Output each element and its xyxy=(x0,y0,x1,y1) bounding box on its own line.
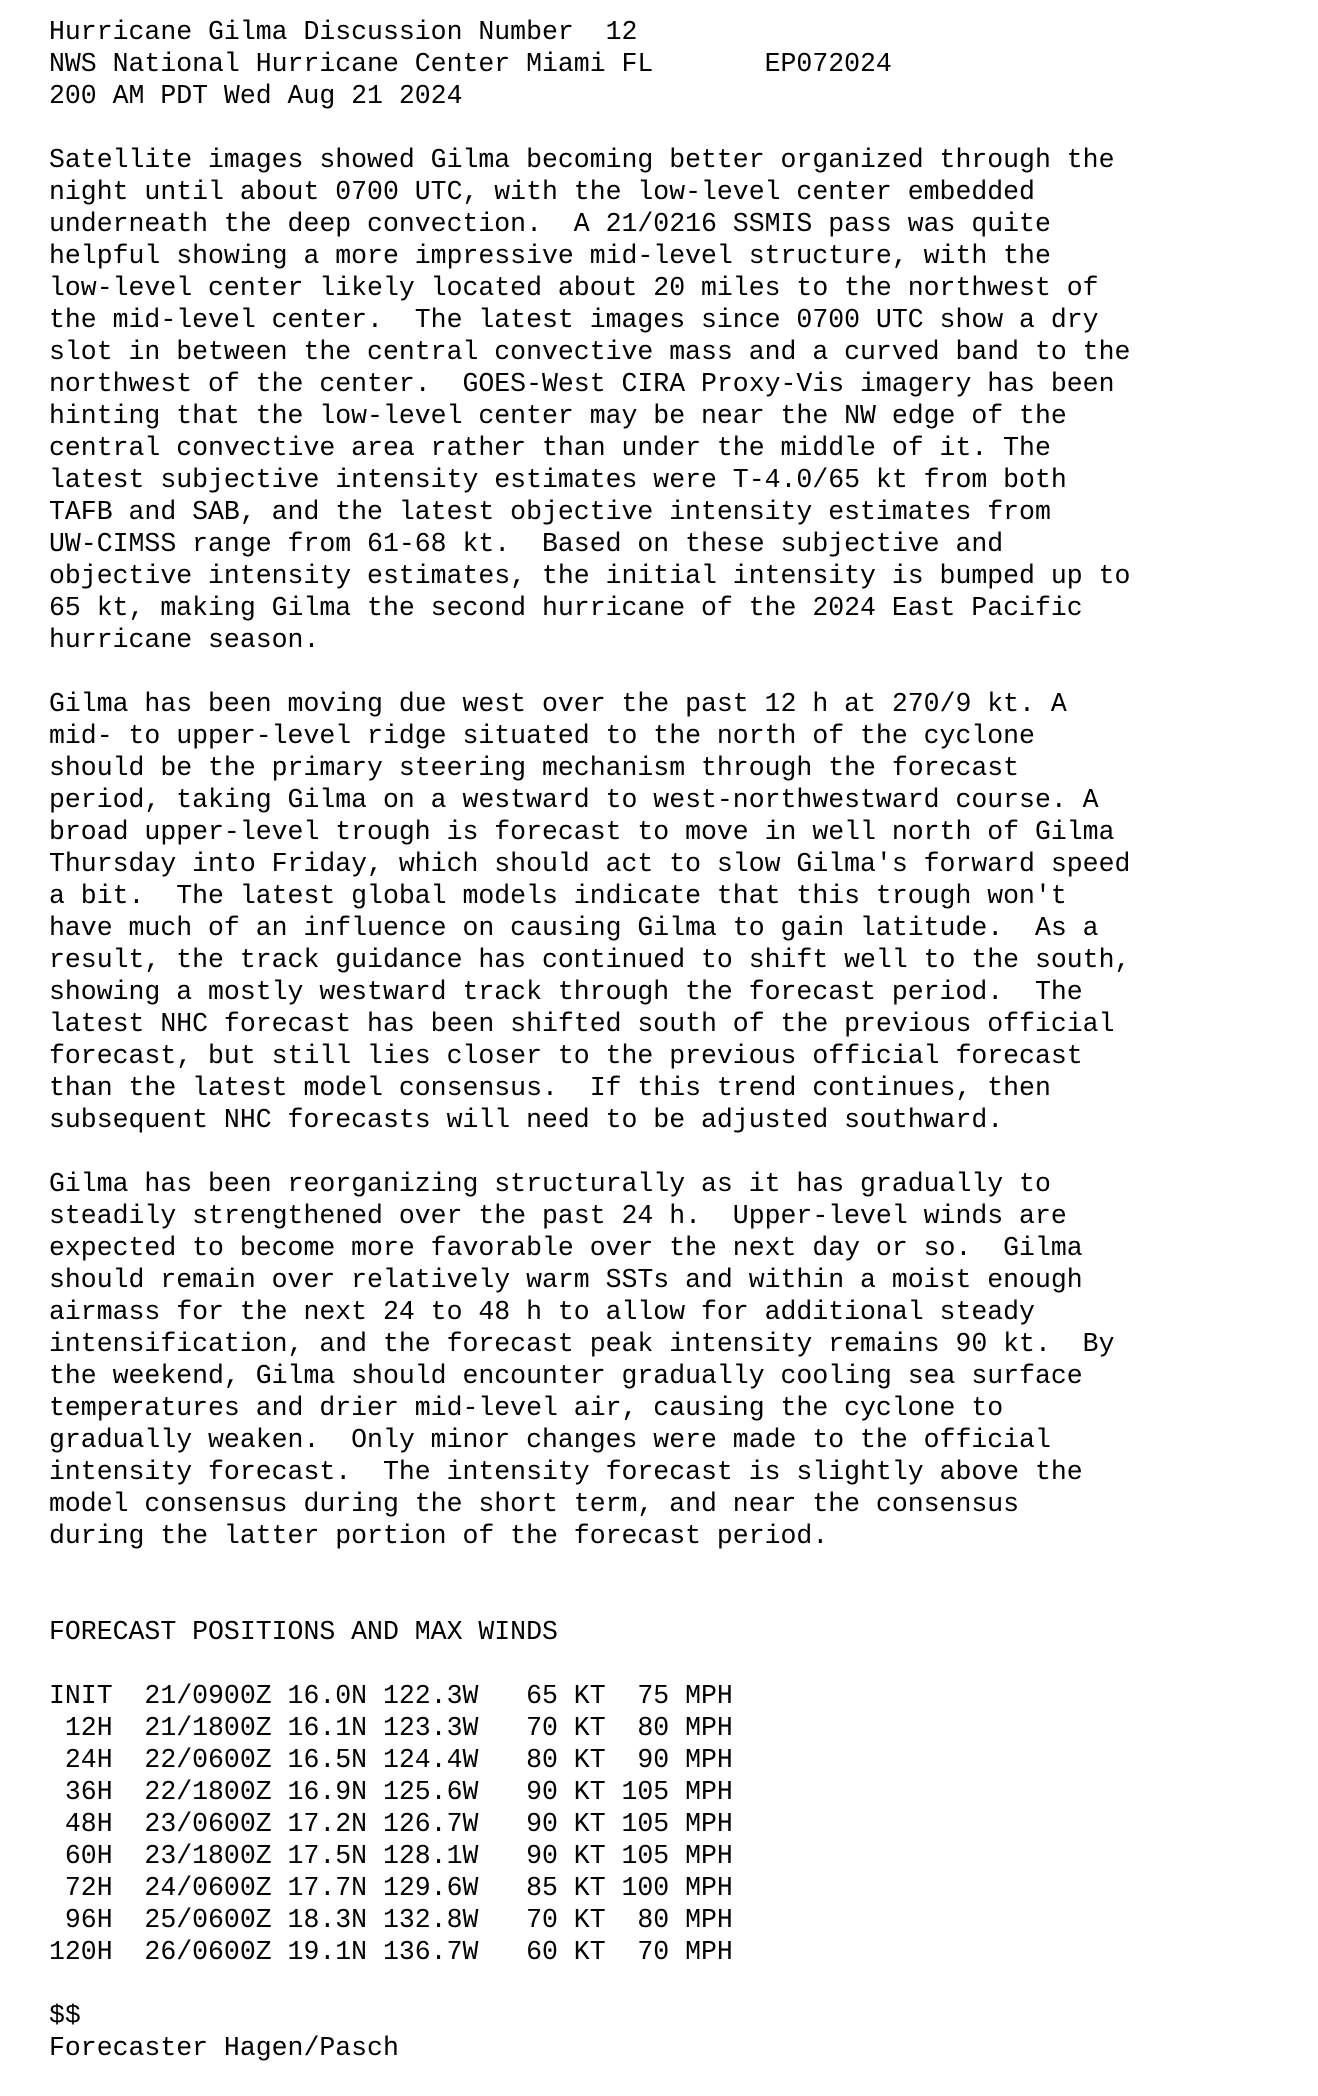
blank-line xyxy=(49,1648,1130,1680)
paragraph-line: Gilma has been reorganizing structurally as it has gradually to xyxy=(49,1169,1051,1199)
paragraph-line: low-level center likely located about 20 miles to the northwest of xyxy=(49,273,1099,303)
forecast-row: 24H 22/0600Z 16.5N 124.4W 80 KT 90 MPH xyxy=(49,1745,733,1775)
issue-date: 200 AM PDT Wed Aug 21 2024 xyxy=(49,81,463,111)
paragraph-line: temperatures and drier mid-level air, causing the cyclone to xyxy=(49,1393,1004,1423)
paragraph-line: the weekend, Gilma should encounter gradually cooling sea surface xyxy=(49,1361,1083,1391)
paragraph-line: period, taking Gilma on a westward to west-northwestward course. A xyxy=(49,785,1099,815)
paragraph-line: airmass for the next 24 to 48 h to allow for additional steady xyxy=(49,1297,1035,1327)
forecast-row: 60H 23/1800Z 17.5N 128.1W 90 KT 105 MPH xyxy=(49,1841,733,1871)
forecast-heading: FORECAST POSITIONS AND MAX WINDS xyxy=(49,1617,558,1647)
discussion-document xyxy=(49,16,1130,2064)
blank-line xyxy=(49,656,1130,688)
forecast-row: 96H 25/0600Z 18.3N 132.8W 70 KT 80 MPH xyxy=(49,1905,733,1935)
discussion-paragraph xyxy=(49,688,1130,1136)
paragraph-line: underneath the deep convection. A 21/0216 SSMIS pass was quite xyxy=(49,209,1051,239)
paragraph-line: steadily strengthened over the past 24 h. Upper-level winds are xyxy=(49,1201,1067,1231)
end-marker: $$ xyxy=(49,2001,81,2031)
paragraph-line: night until about 0700 UTC, with the low-level center embedded xyxy=(49,177,1035,207)
paragraph-line: objective intensity estimates, the initial intensity is bumped up to xyxy=(49,561,1131,591)
forecast-row: INIT 21/0900Z 16.0N 122.3W 65 KT 75 MPH xyxy=(49,1681,733,1711)
paragraph-line: broad upper-level trough is forecast to move in well north of Gilma xyxy=(49,817,1115,847)
paragraph-line: intensification, and the forecast peak intensity remains 90 kt. By xyxy=(49,1329,1115,1359)
blank-line xyxy=(49,1968,1130,2000)
paragraph-line: result, the track guidance has continued to shift well to the south, xyxy=(49,945,1131,975)
forecast-table xyxy=(49,1680,1130,1968)
blank-line xyxy=(49,1552,1130,1584)
paragraph-line: intensity forecast. The intensity forecast is slightly above the xyxy=(49,1457,1083,1487)
paragraph-line: TAFB and SAB, and the latest objective intensity estimates from xyxy=(49,497,1051,527)
paragraph-line: model consensus during the short term, and near the consensus xyxy=(49,1489,1020,1519)
blank-line xyxy=(49,1136,1130,1168)
paragraph-line: should remain over relatively warm SSTs and within a moist enough xyxy=(49,1265,1083,1295)
paragraph-line: subsequent NHC forecasts will need to be adjusted southward. xyxy=(49,1105,1004,1135)
paragraph-line: Thursday into Friday, which should act to slow Gilma's forward speed xyxy=(49,849,1131,879)
forecast-row: 12H 21/1800Z 16.1N 123.3W 70 KT 80 MPH xyxy=(49,1713,733,1743)
paragraph-line: during the latter portion of the forecast period. xyxy=(49,1521,829,1551)
paragraph-line: hinting that the low-level center may be near the NW edge of the xyxy=(49,401,1067,431)
paragraph-line: should be the primary steering mechanism through the forecast xyxy=(49,753,1020,783)
paragraph-line: forecast, but still lies closer to the previous official forecast xyxy=(49,1041,1083,1071)
paragraph-line: Gilma has been moving due west over the past 12 h at 270/9 kt. A xyxy=(49,689,1067,719)
paragraph-line: a bit. The latest global models indicate that this trough won't xyxy=(49,881,1067,911)
forecast-row: 72H 24/0600Z 17.7N 129.6W 85 KT 100 MPH xyxy=(49,1873,733,1903)
discussion-title: Hurricane Gilma Discussion Number 12 xyxy=(49,17,638,47)
paragraph-line: expected to become more favorable over the next day or so. Gilma xyxy=(49,1233,1083,1263)
paragraph-line: central convective area rather than under the middle of it. The xyxy=(49,433,1051,463)
paragraph-line: slot in between the central convective mass and a curved band to the xyxy=(49,337,1131,367)
paragraph-line: than the latest model consensus. If this trend continues, then xyxy=(49,1073,1051,1103)
paragraph-line: latest NHC forecast has been shifted south of the previous official xyxy=(49,1009,1115,1039)
paragraph-line: gradually weaken. Only minor changes were made to the official xyxy=(49,1425,1051,1455)
forecast-row: 120H 26/0600Z 19.1N 136.7W 60 KT 70 MPH xyxy=(49,1937,733,1967)
issuing-office: NWS National Hurricane Center Miami FL EP072024 xyxy=(49,49,892,79)
paragraph-line: have much of an influence on causing Gilma to gain latitude. As a xyxy=(49,913,1099,943)
forecast-row: 48H 23/0600Z 17.2N 126.7W 90 KT 105 MPH xyxy=(49,1809,733,1839)
paragraph-line: hurricane season. xyxy=(49,625,320,655)
forecast-row: 36H 22/1800Z 16.9N 125.6W 90 KT 105 MPH xyxy=(49,1777,733,1807)
discussion-body xyxy=(49,144,1130,1584)
paragraph-line: mid- to upper-level ridge situated to the north of the cyclone xyxy=(49,721,1035,751)
blank-line xyxy=(49,1584,1130,1616)
discussion-paragraph xyxy=(49,1168,1130,1552)
paragraph-line: northwest of the center. GOES-West CIRA Proxy-Vis imagery has been xyxy=(49,369,1115,399)
paragraph-line: 65 kt, making Gilma the second hurricane of the 2024 East Pacific xyxy=(49,593,1083,623)
blank-line xyxy=(49,112,1130,144)
forecaster-signature: Forecaster Hagen/Pasch xyxy=(49,2033,399,2063)
paragraph-line: showing a mostly westward track through the forecast period. The xyxy=(49,977,1083,1007)
paragraph-line: UW-CIMSS range from 61-68 kt. Based on these subjective and xyxy=(49,529,1004,559)
paragraph-line: helpful showing a more impressive mid-level structure, with the xyxy=(49,241,1051,271)
paragraph-line: Satellite images showed Gilma becoming better organized through the xyxy=(49,145,1115,175)
paragraph-line: the mid-level center. The latest images since 0700 UTC show a dry xyxy=(49,305,1099,335)
discussion-paragraph xyxy=(49,144,1130,656)
paragraph-line: latest subjective intensity estimates were T-4.0/65 kt from both xyxy=(49,465,1067,495)
